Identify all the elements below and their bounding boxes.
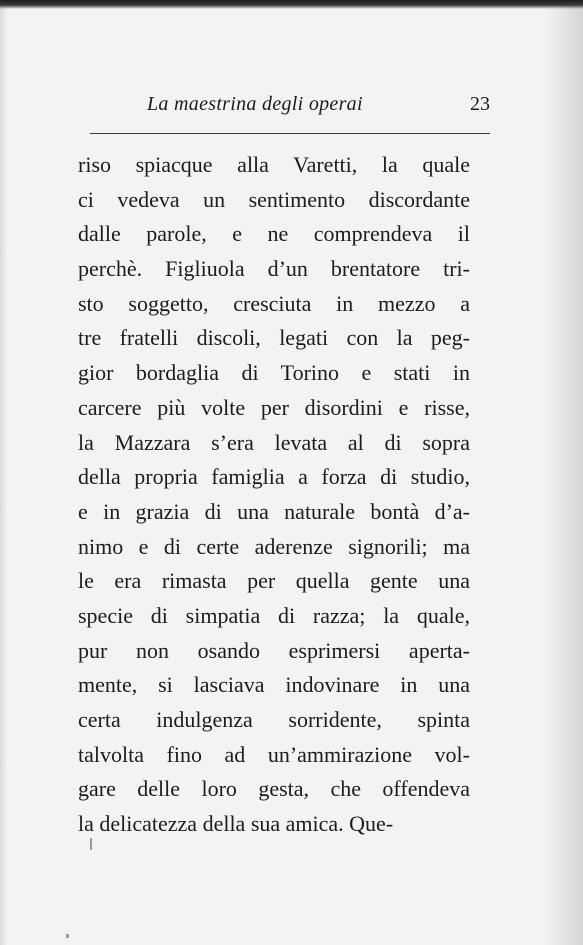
- page-number: 23: [470, 93, 490, 115]
- text-line-6: tre fratelli discoli, legati con la peg-: [78, 325, 470, 351]
- text-line-12: nimo e di certe aderenze signorili; ma: [78, 533, 470, 559]
- text-line-3: dalle parole, e ne comprendeva il: [78, 221, 470, 247]
- body-text: [78, 148, 470, 842]
- text-line-19: gare delle loro gesta, che offendeva: [78, 776, 470, 802]
- text-line-2: ci vedeva un sentimento discordante: [78, 186, 470, 212]
- text-line-5: sto soggetto, cresciuta in mezzo a: [78, 290, 470, 316]
- text-line-20: la delicatezza della sua amica. Que-: [78, 811, 394, 837]
- text-line-13: le era rimasta per quella gente una: [78, 568, 470, 594]
- running-title: La maestrina degli operai: [147, 93, 363, 115]
- paper-speck: [66, 934, 69, 938]
- text-line-9: la Mazzara s’era levata al di sopra: [78, 429, 470, 455]
- text-line-7: gior bordaglia di Torino e stati in: [78, 360, 470, 386]
- text-line-11: e in grazia di una naturale bontà d’a-: [78, 498, 470, 524]
- text-line-10: della propria famiglia a forza di studio,: [78, 464, 470, 490]
- text-line-8: carcere più volte per disordini e risse,: [78, 394, 470, 420]
- text-line-18: talvolta fino ad un’ammirazione vol-: [78, 741, 470, 767]
- page-header: [90, 93, 490, 119]
- text-line-15: pur non osando esprimersi aperta-: [78, 637, 470, 663]
- paper-speck: [90, 838, 92, 850]
- text-line-16: mente, si lasciava indovinare in una: [78, 672, 470, 698]
- text-line-14: specie di simpatia di razza; la quale,: [78, 602, 470, 628]
- text-line-17: certa indulgenza sorridente, spinta: [78, 707, 470, 732]
- text-line-1: riso spiacque alla Varetti, la quale: [78, 152, 470, 177]
- header-rule: [90, 133, 490, 134]
- text-line-4: perchè. Figliuola d’un brentatore tri-: [78, 256, 470, 282]
- page-top-edge: [0, 0, 583, 9]
